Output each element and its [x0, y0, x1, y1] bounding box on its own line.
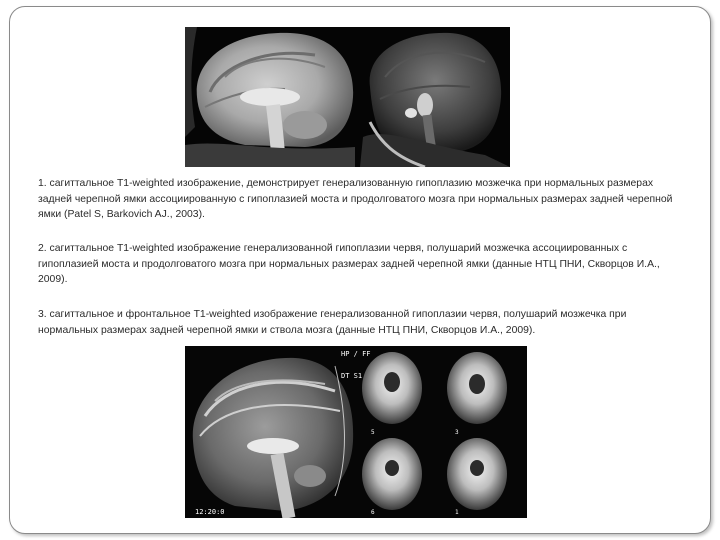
mri-frame-tag: 6: [371, 509, 375, 516]
caption-figure-2: 2. сагиттальное Т1-weighted изображение генерализованной гипоплазии червя, полушарий мозжечка ассоциированных с гипоплазией моста и продолговатого мозга при нормальных размерах задней черепной ямки (данные НТЦ ПНИ, Скворцов И.А., 2009).: [38, 243, 660, 285]
caption-figure-1: 1. сагиттальное Т1-weighted изображение, демонстрирует генерализованную гипоплазию мозжечка при нормальных размерах задней черепной ямки ассоциированную с гипоплазией моста и продолговатого мозга при нормальных размерах задней черепной ямки (Patel S, Barkovich AJ., 2003).: [38, 178, 673, 220]
mri-frame-tag: 1: [455, 509, 459, 516]
mri-timestamp-label: 12:20:0: [195, 508, 225, 516]
mri-frame-tag: 5: [371, 429, 375, 436]
mri-series-label: DT S1: [341, 372, 363, 380]
mri-sagittal-pair-image: [185, 27, 510, 167]
mri-frame-tag: 3: [455, 429, 459, 436]
mri-sagittal-coronal-composite-image: [185, 346, 527, 518]
mri-orientation-label: HP / FF: [341, 350, 371, 358]
caption-figure-3: 3. сагиттальное и фронтальное Т1-weighted изображение генерализованной гипоплазии червя, полушарий мозжечка при нормальных размерах задней черепной ямки и ствола мозга (данные НТЦ ПНИ, Скворцов И.А., 2009).: [38, 309, 627, 336]
